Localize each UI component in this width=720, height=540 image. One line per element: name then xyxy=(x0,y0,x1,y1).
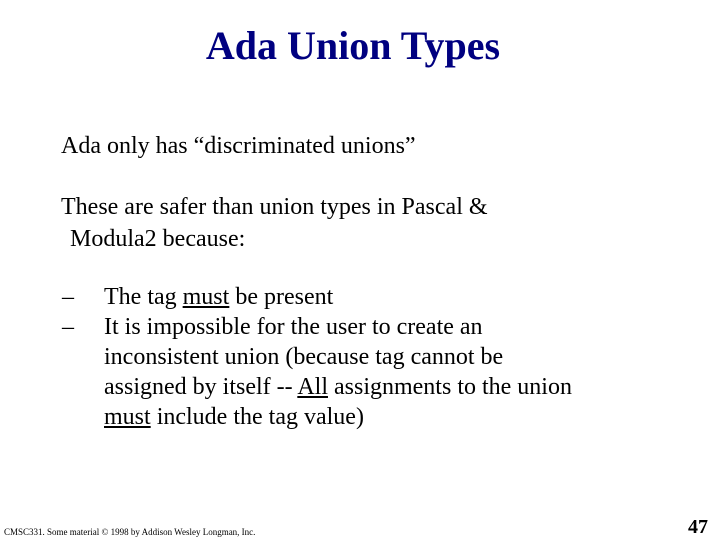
bullet-text: assignments to the union xyxy=(327,374,572,400)
bullet-line: inconsistent union (because tag cannot be xyxy=(104,344,504,370)
paragraph-safer xyxy=(61,191,621,255)
bullet-text: include the tag value) xyxy=(150,404,364,430)
dash-bullet-icon: – xyxy=(62,284,74,310)
bullet-list xyxy=(62,282,682,432)
underlined-text: must xyxy=(182,284,230,310)
bullet-line xyxy=(104,372,682,402)
bullet-line xyxy=(104,402,682,432)
paragraph-line: Modula2 because: xyxy=(70,226,246,252)
bullet-text: assigned by itself -- xyxy=(104,374,298,400)
bullet-text: be present xyxy=(229,284,334,310)
underlined-text: must xyxy=(104,404,151,430)
footer-copyright: CMSC331. Some material © 1998 by Addison Wesley Longman, Inc. xyxy=(4,527,256,537)
bullet-item xyxy=(62,282,682,312)
underlined-text: All xyxy=(297,374,328,400)
bullet-line: It is impossible for the user to create an xyxy=(104,314,483,340)
paragraph-line: These are safer than union types in Pascal & xyxy=(61,194,488,220)
bullet-text: The tag xyxy=(104,284,183,310)
page-number: 47 xyxy=(688,516,708,538)
bullet-item xyxy=(62,312,682,432)
slide-title: Ada Union Types xyxy=(205,23,501,68)
paragraph-discriminated-unions: Ada only has “discriminated unions” xyxy=(61,133,416,159)
dash-bullet-icon: – xyxy=(62,314,74,340)
